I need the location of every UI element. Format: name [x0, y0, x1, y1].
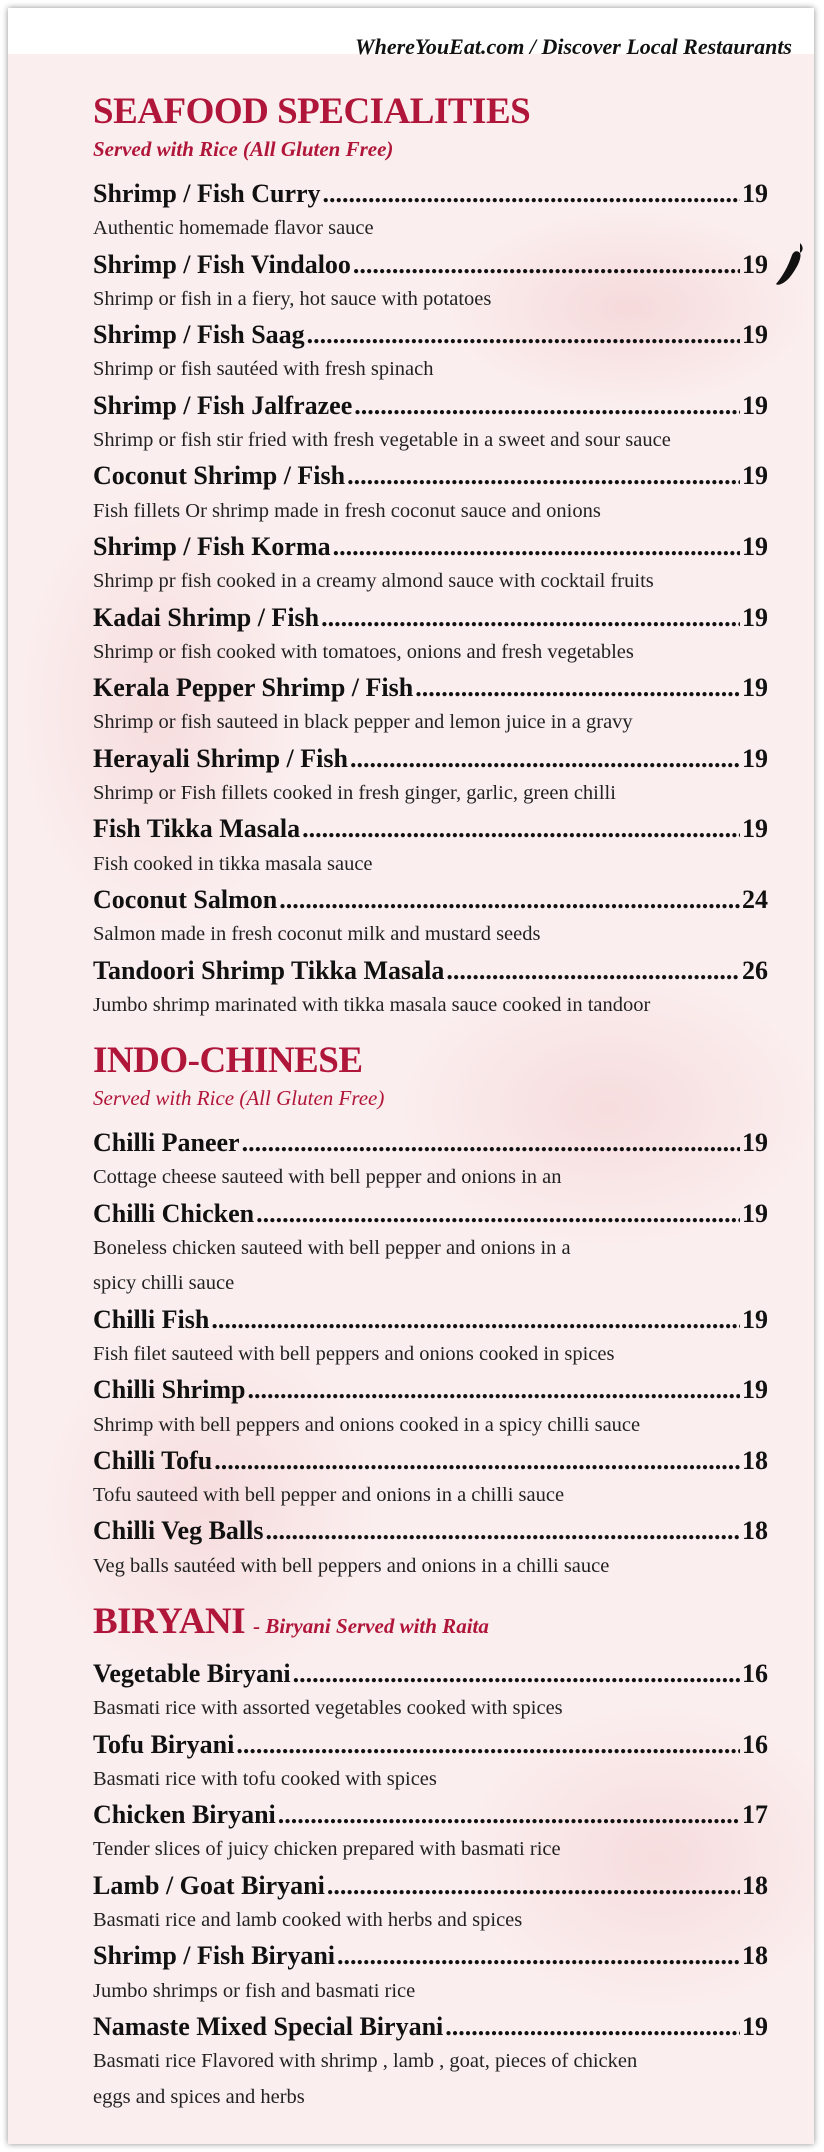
item-description: Fish cooked in tikka masala sauce	[93, 852, 373, 875]
item-price: 19	[742, 1304, 768, 1334]
menu-item	[93, 317, 768, 388]
menu-item-row	[93, 1443, 768, 1478]
item-name: Chicken Biryani	[93, 1800, 276, 1830]
item-description: Shrimp or fish in a fiery, hot sauce with potatoes	[93, 287, 492, 310]
item-name: Lamb / Goat Biryani	[93, 1870, 325, 1900]
menu-content	[93, 90, 768, 2131]
item-price: 18	[742, 1516, 768, 1546]
menu-item-row	[93, 1868, 768, 1903]
item-price: 19	[742, 602, 768, 632]
item-price: 19	[742, 1128, 768, 1158]
dot-leader	[353, 247, 740, 282]
chili-pepper-icon	[774, 241, 808, 287]
item-price: 16	[742, 1658, 768, 1688]
menu-item	[93, 741, 768, 812]
item-description: Jumbo shrimps or fish and basmati rice	[93, 1979, 416, 2002]
item-name: Chilli Shrimp	[93, 1375, 246, 1405]
menu-item	[93, 1868, 768, 1939]
item-description: Fish filet sauteed with bell peppers and onions cooked in spices	[93, 1342, 615, 1365]
dot-leader	[354, 388, 740, 423]
menu-item-row	[93, 529, 768, 564]
dot-leader	[247, 1372, 740, 1407]
dot-leader	[279, 882, 740, 917]
menu-item	[93, 1125, 768, 1196]
dot-leader	[327, 1868, 740, 1903]
menu-page	[8, 8, 814, 2144]
item-name: Coconut Shrimp / Fish	[93, 461, 346, 491]
item-description: Shrimp or fish cooked with tomatoes, onions and fresh vegetables	[93, 640, 634, 663]
menu-item-row	[93, 1196, 768, 1231]
menu-item	[93, 247, 768, 318]
spacer	[93, 1113, 768, 1125]
dot-leader	[236, 1727, 740, 1762]
item-price: 16	[742, 1729, 768, 1759]
menu-item-row	[93, 600, 768, 635]
item-price: 19	[742, 531, 768, 561]
spacer	[93, 164, 768, 176]
item-name: Fish Tikka Masala	[93, 814, 301, 844]
menu-item	[93, 811, 768, 882]
section-title: BIRYANI	[93, 1600, 246, 1642]
item-description: Tender slices of juicy chicken prepared with basmati rice	[93, 1838, 561, 1861]
menu-item-row	[93, 1372, 768, 1407]
menu-item	[93, 1656, 768, 1727]
dot-leader	[446, 953, 740, 988]
item-description: Shrimp or Fish fillets cooked in fresh ginger, garlic, green chilli	[93, 782, 616, 805]
menu-item	[93, 458, 768, 529]
menu-section	[93, 1039, 768, 1600]
menu-item-row	[93, 247, 768, 282]
menu-item	[93, 388, 768, 459]
menu-item	[93, 1372, 768, 1443]
item-description: Basmati rice and lamb cooked with herbs and spices	[93, 1909, 523, 1932]
item-price: 19	[742, 1375, 768, 1405]
item-price: 19	[742, 1198, 768, 1228]
item-name: Vegetable Biryani	[93, 1658, 291, 1688]
dot-leader	[350, 741, 740, 776]
dot-leader	[333, 529, 740, 564]
menu-item-row	[93, 670, 768, 705]
dot-leader	[323, 176, 740, 211]
item-name: Tandoori Shrimp Tikka Masala	[93, 955, 445, 985]
item-price: 18	[742, 1870, 768, 1900]
item-name: Shrimp / Fish Curry	[93, 179, 321, 208]
menu-section	[93, 90, 768, 1039]
item-description: Authentic homemade flavor sauce	[93, 217, 374, 240]
item-description-cont: spicy chilli sauce	[93, 1272, 235, 1295]
item-name: Coconut Salmon	[93, 884, 278, 914]
dot-leader	[321, 600, 740, 635]
item-name: Kerala Pepper Shrimp / Fish	[93, 673, 414, 703]
item-description: Shrimp with bell peppers and onions cooked in a spicy chilli sauce	[93, 1413, 641, 1436]
item-description: Shrimp or fish sauteed in black pepper and lemon juice in a gravy	[93, 711, 633, 734]
spacer	[93, 2115, 768, 2131]
menu-item-row	[93, 1797, 768, 1832]
dot-leader	[278, 1797, 740, 1832]
item-name: Chilli Fish	[93, 1304, 210, 1334]
item-description: Veg balls sautéed with bell peppers and onions in a chilli sauce	[93, 1554, 610, 1577]
item-price: 19	[742, 814, 768, 844]
item-name: Shrimp / Fish Saag	[93, 320, 305, 350]
dot-leader	[337, 1938, 740, 1973]
item-description: Boneless chicken sauteed with bell pepper and onions in a	[93, 1237, 571, 1260]
menu-item	[93, 1797, 768, 1868]
menu-item-row	[93, 176, 768, 211]
dot-leader	[415, 670, 740, 705]
menu-item-row	[93, 811, 768, 846]
section-title: INDO-CHINESE	[93, 1040, 363, 1082]
menu-item-row	[93, 953, 768, 988]
menu-section	[93, 1600, 768, 2131]
menu-item	[93, 176, 768, 247]
menu-item-row	[93, 1302, 768, 1337]
dot-leader	[302, 811, 740, 846]
dot-leader	[293, 1656, 740, 1691]
item-description: Basmati rice with assorted vegetables cooked with spices	[93, 1697, 563, 1720]
item-name: Herayali Shrimp / Fish	[93, 743, 348, 773]
item-price: 18	[742, 1445, 768, 1475]
item-price: 19	[742, 249, 768, 279]
menu-item	[93, 1938, 768, 2009]
item-price: 19	[742, 743, 768, 773]
dot-leader	[445, 2009, 740, 2044]
menu-item-row	[93, 882, 768, 917]
dot-leader	[214, 1443, 740, 1478]
menu-item-row	[93, 741, 768, 776]
section-subtitle: Served with Rice (All Gluten Free)	[93, 1086, 385, 1111]
item-description: Shrimp or fish stir fried with fresh vegetable in a sweet and sour sauce	[93, 429, 671, 452]
section-title: SEAFOOD SPECIALITIES	[93, 91, 531, 132]
item-name: Tofu Biryani	[93, 1729, 235, 1759]
menu-item-row	[93, 1125, 768, 1160]
menu-item	[93, 2009, 768, 2115]
item-name: Shrimp / Fish Biryani	[93, 1941, 335, 1971]
menu-item	[93, 670, 768, 741]
menu-item	[93, 600, 768, 671]
item-description: Cottage cheese sauteed with bell pepper and onions in an	[93, 1166, 562, 1189]
menu-item-row	[93, 1938, 768, 1973]
item-description: Jumbo shrimp marinated with tikka masala sauce cooked in tandoor	[93, 993, 651, 1016]
spacer	[93, 1023, 768, 1039]
dot-leader	[211, 1302, 740, 1337]
item-description: Salmon made in fresh coconut milk and mustard seeds	[93, 923, 541, 946]
item-name: Shrimp / Fish Jalfrazee	[93, 390, 353, 420]
item-description-cont: eggs and spices and herbs	[93, 2085, 305, 2108]
item-price: 24	[742, 884, 768, 914]
item-description: Fish fillets Or shrimp made in fresh coconut sauce and onions	[93, 499, 601, 522]
item-price: 26	[742, 955, 768, 985]
item-name: Shrimp / Fish Korma	[93, 531, 331, 561]
dot-leader	[347, 458, 740, 493]
item-price: 18	[742, 1941, 768, 1971]
section-header	[93, 1600, 768, 1644]
menu-item-row	[93, 458, 768, 493]
menu-item-row	[93, 388, 768, 423]
item-name: Chilli Tofu	[93, 1445, 213, 1475]
menu-item	[93, 953, 768, 1024]
item-name: Chilli Chicken	[93, 1198, 255, 1228]
menu-item-row	[93, 317, 768, 352]
menu-item-row	[93, 1656, 768, 1691]
dot-leader	[242, 1125, 740, 1160]
item-name: Kadai Shrimp / Fish	[93, 602, 320, 632]
item-price: 19	[742, 2011, 768, 2041]
item-name: Chilli Veg Balls	[93, 1516, 264, 1546]
item-price: 19	[742, 461, 768, 491]
menu-item	[93, 882, 768, 953]
item-price: 19	[742, 673, 768, 703]
item-description: Tofu sauteed with bell pepper and onions in a chilli sauce	[93, 1484, 565, 1507]
spacer	[93, 1584, 768, 1600]
item-description: Basmati rice with tofu cooked with spices	[93, 1767, 437, 1790]
item-description: Basmati rice Flavored with shrimp , lamb , goat, pieces of chicken	[93, 2050, 638, 2073]
dot-leader	[307, 317, 740, 352]
menu-item-row	[93, 2009, 768, 2044]
item-price: 19	[742, 179, 768, 208]
menu-item-row	[93, 1513, 768, 1548]
menu-item	[93, 1727, 768, 1798]
dot-leader	[266, 1513, 741, 1548]
item-description: Shrimp or fish sautéed with fresh spinach	[93, 358, 434, 381]
site-header: WhereYouEat.com / Discover Local Restaurants	[355, 34, 792, 59]
spacer	[93, 1644, 768, 1656]
item-description: Shrimp pr fish cooked in a creamy almond sauce with cocktail fruits	[93, 570, 654, 593]
menu-item	[93, 1443, 768, 1514]
item-name: Chilli Paneer	[93, 1128, 240, 1158]
section-subtitle: - Biryani Served with Raita	[253, 1613, 489, 1638]
menu-item	[93, 1302, 768, 1373]
menu-item	[93, 529, 768, 600]
menu-item	[93, 1196, 768, 1302]
item-name: Shrimp / Fish Vindaloo	[93, 249, 351, 279]
menu-item	[93, 1513, 768, 1584]
item-price: 19	[742, 320, 768, 350]
item-price: 17	[742, 1800, 768, 1830]
section-subtitle: Served with Rice (All Gluten Free)	[93, 137, 394, 161]
menu-item-row	[93, 1727, 768, 1762]
dot-leader	[256, 1196, 740, 1231]
item-name: Namaste Mixed Special Biryani	[93, 2011, 444, 2041]
item-price: 19	[742, 390, 768, 420]
